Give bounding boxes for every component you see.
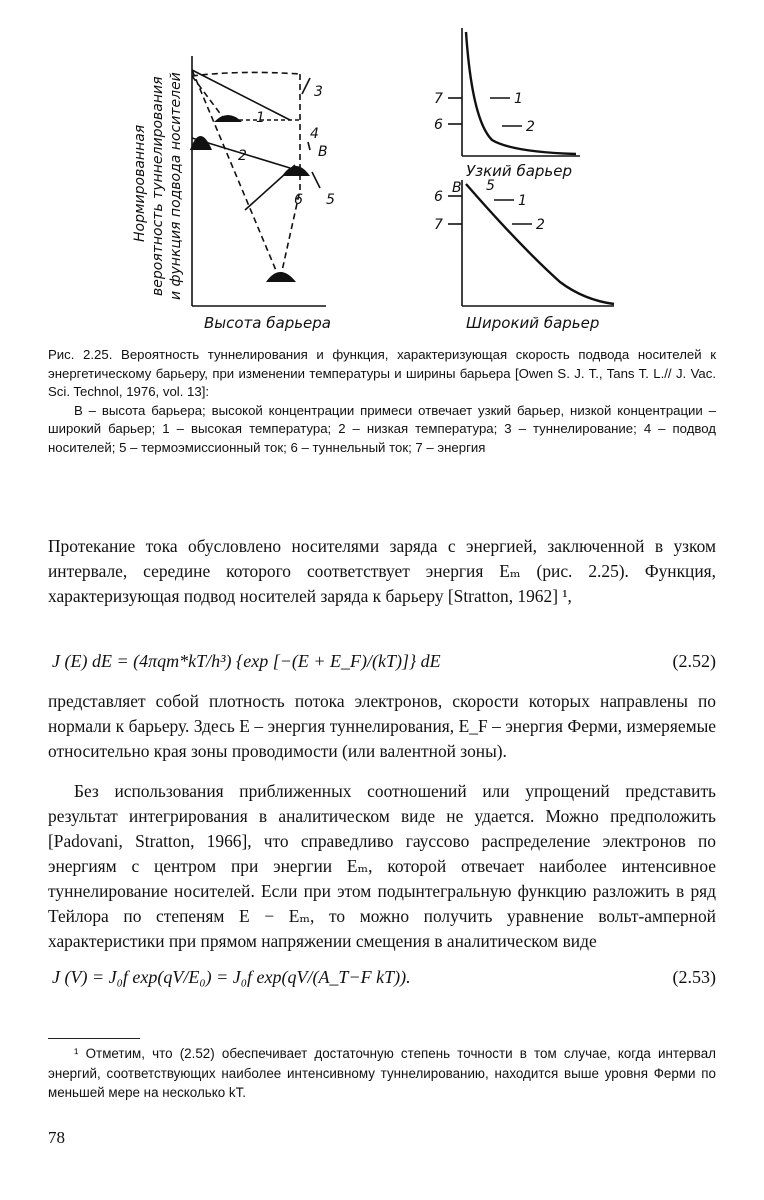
equation-2-52-body: J (E) dE = (4πqm*kT/h³) {exp [−(E + E_F)/(kT)]} dE: [52, 651, 441, 671]
diagonal-dashed-2: [192, 70, 280, 280]
figure-caption: [48, 346, 716, 457]
equation-2-53: [52, 967, 716, 993]
rb-curve: [466, 184, 614, 304]
arrow-b: [308, 142, 310, 150]
rb-marker-5: 5: [486, 178, 495, 194]
paragraph-2-text: представляет собой плотность потока электронов, скорости которых направлены по нормали к барьеру. Здесь E – энергия туннелирования, E_F – энергия Ферми, измеряемые относительно края зоны проводимости (или валентной зоны).: [48, 691, 716, 761]
equation-2-53-number: (2.53): [672, 967, 716, 987]
rt-marker-7: 7: [434, 91, 443, 107]
caption-main: Рис. 2.25. Вероятность туннелирования и функция, характеризующая скорость подвода носителей к энергетическому барьеру, при изменении температуры и ширины барьера [Owen S. J. T., Tans T. L.// J. Vac. Sci. Technol, 1976, vol. 13]:: [48, 347, 716, 399]
hump-bottom: [266, 272, 296, 282]
footnote: [48, 1044, 716, 1103]
y-axis-label-line-2: вероятность туннелирования: [150, 76, 166, 296]
left-marker-3: 3: [314, 84, 323, 100]
left-marker-1: 1: [256, 110, 265, 126]
caption-legend: B – высота барьера; высокой концентрации примеси отвечает узкий барьер, низкой концентрации – широкий барьер; 1 – высокая температура; 2 – низкая температура; 3 – туннелирование; 4 – подвод носителей; 5 – термоэмиссионный ток; 6 – туннельный ток; 7 – энергия: [48, 402, 716, 455]
rb-marker-2: 2: [536, 217, 545, 233]
rt-marker-6: 6: [434, 117, 443, 133]
left-x-axis-label: Высота барьера: [204, 314, 332, 332]
left-marker-2: 2: [238, 148, 247, 164]
rb-marker-b: B: [452, 180, 462, 196]
footnote-rule: [48, 1038, 140, 1039]
equation-2-52-number: (2.52): [672, 651, 716, 671]
paragraph-3-text: Без использования приближенных соотношений или упрощений представить результат интегрирования в аналитическом виде не удается. Можно предположить [Padovani, Stratton, 1966], что справедливо гауссово распределение электронов по энергиям с центром при энергии Eₘ, которой отвечает наиболее интенсивное туннелирование носителей. Если при этом подынтегральную функцию разложить в ряд Тейлора по степеням E − Eₘ, то можно получить уравнение вольт-амперной характеристики при прямом напряжении смещения в аналитическом виде: [48, 781, 716, 951]
equation-2-52: [52, 651, 716, 677]
equation-2-53-body: J (V) = J₀f exp(qV/E₀) = J₀f exp(qV/(A_T−F kT)).: [52, 967, 411, 987]
left-marker-b: B: [318, 144, 328, 160]
rt-title: Узкий барьер: [466, 162, 572, 180]
footnote-text: ¹ Отметим, что (2.52) обеспечивает достаточную степень точности в том случае, когда интервал энергий, соответствующих наиболее интенсивному туннелированию, находится выше уровня Ферми по меньшей мере на несколько kT.: [48, 1046, 716, 1100]
figure-drawing: [120, 10, 620, 340]
rb-marker-7: 7: [434, 217, 443, 233]
rb-title: Широкий барьер: [466, 314, 600, 332]
rb-marker-1: 1: [518, 193, 527, 209]
vertical-dashed: [280, 74, 300, 280]
left-marker-6: 6: [294, 192, 303, 208]
y-axis-label-line-3: и функция подвода носителей: [168, 72, 184, 300]
paragraph-2: [48, 689, 716, 764]
arrow-3: [302, 78, 310, 94]
page-number: 78: [48, 1128, 65, 1147]
paragraph-1: [48, 534, 716, 609]
left-marker-5: 5: [326, 192, 335, 208]
curve-3-tunneling: [192, 72, 300, 76]
rt-marker-1: 1: [514, 91, 523, 107]
left-marker-4: 4: [310, 126, 319, 142]
y-axis-label-line-1: Нормированная: [132, 124, 148, 242]
paragraph-1-text: Протекание тока обусловлено носителями заряда с энергией, заключенной в узком интервале, середине которого соответствует энергия Eₘ (рис. 2.25). Функция, характеризующая подвод носителей заряда к барьеру [Stratton, 1962] ¹,: [48, 536, 716, 606]
rb-marker-6: 6: [434, 189, 443, 205]
figure-2-25: [120, 10, 620, 340]
arrow-5: [312, 172, 320, 188]
rt-marker-2: 2: [526, 119, 535, 135]
energy-distributions: [190, 115, 310, 282]
hump-top: [214, 115, 242, 122]
paragraph-3: [48, 779, 716, 954]
